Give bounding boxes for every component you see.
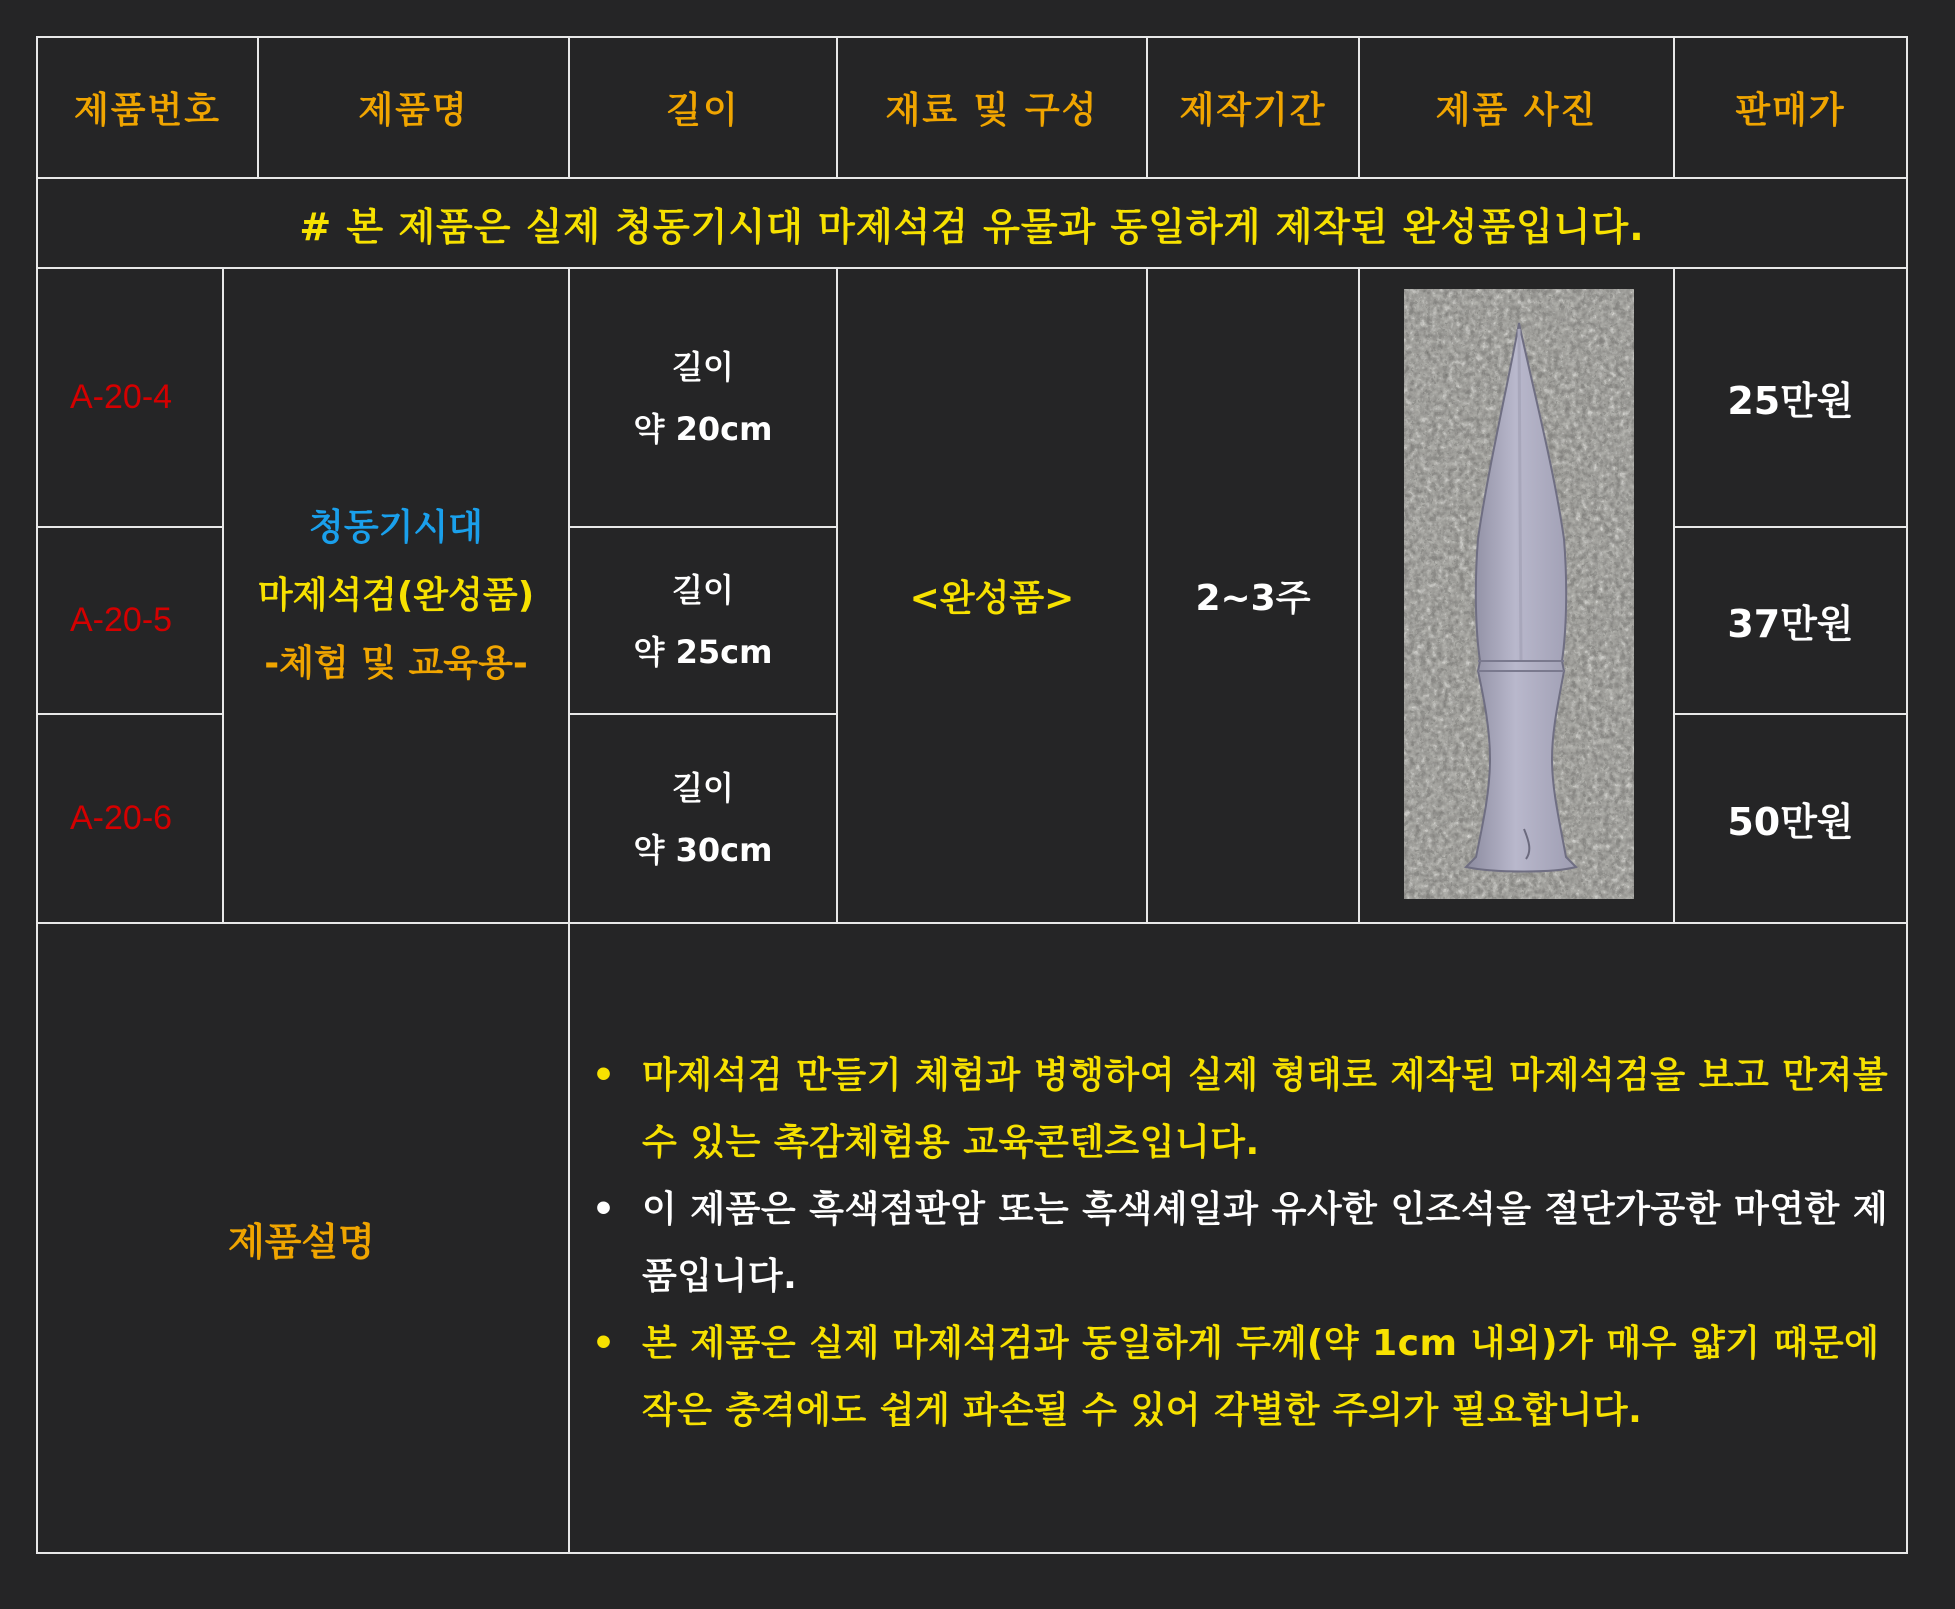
description-item-3 (570, 1310, 1890, 1444)
material-text: <완성품> (909, 578, 1075, 619)
notice-text: # 본 제품은 실제 청동기시대 마제석검 유물과 동일하게 제작된 완성품입니다. (299, 204, 1645, 249)
product-name-line1: 청동기시대 (309, 506, 483, 548)
description-list (570, 1042, 1890, 1444)
header-price (1673, 36, 1908, 179)
length-cell-1 (568, 267, 838, 528)
length-label: 길이 (672, 570, 734, 609)
stone-dagger-image (1404, 289, 1634, 899)
header-product-no (36, 36, 259, 179)
product-photo (1404, 289, 1634, 899)
product-code-2 (36, 526, 224, 715)
price-cell-3 (1673, 713, 1908, 924)
price-text: 25만원 (1727, 379, 1854, 423)
description-item-1 (570, 1042, 1890, 1176)
header-material-text: 재료 및 구성 (885, 90, 1099, 131)
period-cell (1146, 267, 1360, 924)
length-value: 약 20cm (633, 409, 773, 448)
period-text: 2~3주 (1195, 578, 1311, 619)
price-text: 50만원 (1727, 800, 1854, 844)
header-product-name-text: 제품명 (358, 90, 469, 131)
length-label: 길이 (672, 347, 734, 386)
bullet-icon: • (592, 1323, 616, 1364)
header-material (836, 36, 1148, 179)
product-code-1 (36, 267, 224, 528)
product-name-line3: -체험 및 교육용- (264, 642, 528, 684)
bullet-icon: • (592, 1055, 616, 1096)
header-period (1146, 36, 1360, 179)
description-label: 제품설명 (228, 1219, 375, 1264)
product-code-3 (36, 713, 224, 924)
length-value: 약 30cm (633, 830, 773, 869)
notice-row (36, 177, 1908, 269)
length-label: 길이 (672, 768, 734, 807)
header-price-text: 판매가 (1735, 90, 1846, 131)
price-cell-2 (1673, 526, 1908, 715)
header-product-name (257, 36, 570, 179)
product-code-text: A-20-6 (70, 799, 173, 837)
header-product-no-text: 제품번호 (73, 90, 222, 131)
description-item-text: 이 제품은 흑색점판암 또는 흑색셰일과 유사한 인조석을 절단가공한 마연한 제품입니다. (642, 1189, 1889, 1297)
length-cell-2 (568, 526, 838, 715)
description-item-text: 마제석검 만들기 체험과 병행하여 실제 형태로 제작된 마제석검을 보고 만져볼 수 있는 촉감체험용 교육콘텐츠입니다. (642, 1055, 1889, 1163)
header-period-text: 제작기간 (1179, 90, 1327, 131)
header-photo (1358, 36, 1675, 179)
header-length (568, 36, 838, 179)
length-cell-3 (568, 713, 838, 924)
product-code-text: A-20-5 (70, 601, 173, 639)
bullet-icon: • (592, 1189, 616, 1230)
description-label-cell (36, 922, 570, 1554)
material-cell (836, 267, 1148, 924)
price-cell-1 (1673, 267, 1908, 528)
product-name-line2: 마제석검(완성품) (257, 574, 535, 616)
product-code-text: A-20-4 (70, 378, 173, 416)
header-photo-text: 제품 사진 (1435, 90, 1598, 131)
description-item-text: 본 제품은 실제 마제석검과 동일하게 두께(약 1cm 내외)가 매우 얇기 때문에 작은 충격에도 쉽게 파손될 수 있어 각별한 주의가 필요합니다. (642, 1323, 1880, 1431)
product-name-cell (222, 267, 570, 924)
price-text: 37만원 (1727, 602, 1854, 646)
length-value: 약 25cm (633, 632, 773, 671)
header-length-text: 길이 (666, 90, 740, 131)
description-item-2 (570, 1176, 1890, 1310)
